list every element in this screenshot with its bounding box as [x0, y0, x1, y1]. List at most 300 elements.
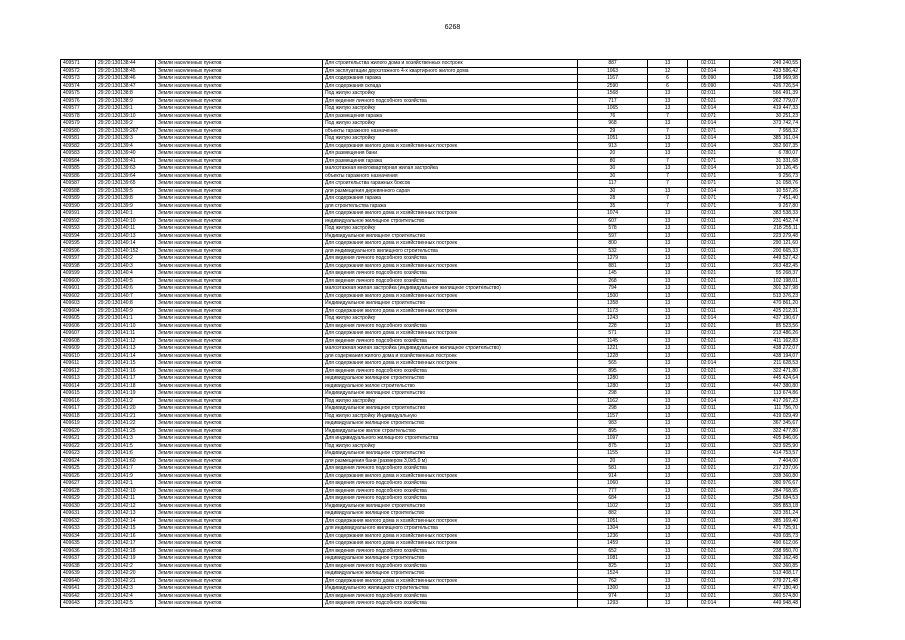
land-category-cell: Земли населенных пунктов	[156, 360, 323, 368]
cadastral-value-cell: 352 907,35	[730, 142, 801, 150]
area-cell: 298	[578, 405, 648, 413]
area-cell: 777	[578, 487, 648, 495]
table-row	[61, 592, 801, 600]
cadastral-number-cell: 29:20:130141:22	[96, 420, 156, 428]
cadastral-number-cell: 29:20:130141:16	[96, 367, 156, 375]
cadastral-number-cell: 29:20:130138:47	[96, 82, 156, 90]
table-row	[61, 285, 801, 293]
row-number-cell: 409591	[61, 210, 96, 218]
group-code-cell: 02:014	[688, 315, 730, 323]
cadastral-number-cell: 29:20:130139:9	[96, 202, 156, 210]
row-number-cell: 409577	[61, 105, 96, 113]
segment-cell: 13	[648, 225, 688, 233]
group-code-cell: 02:011	[688, 390, 730, 398]
table-row	[61, 352, 801, 360]
cadastral-number-cell: 29:20:130140:10	[96, 217, 156, 225]
permitted-use-cell: Индивидуальное жилищное строительство	[323, 232, 578, 240]
table-row	[61, 427, 801, 435]
permitted-use-cell: объекты гаражного назначения	[323, 127, 578, 135]
row-number-cell: 409642	[61, 592, 96, 600]
cadastral-value-cell: 279 271,48	[730, 577, 801, 585]
land-category-cell: Земли населенных пунктов	[156, 352, 323, 360]
segment-cell: 13	[648, 562, 688, 570]
row-number-cell: 409581	[61, 135, 96, 143]
table-row	[61, 240, 801, 248]
land-category-cell: Земли населенных пунктов	[156, 322, 323, 330]
row-number-cell: 409580	[61, 127, 96, 135]
table-row	[61, 345, 801, 353]
land-category-cell: Земли населенных пунктов	[156, 255, 323, 263]
row-number-cell: 409578	[61, 112, 96, 120]
group-code-cell: 02:011	[688, 382, 730, 390]
segment-cell: 13	[648, 270, 688, 278]
group-code-cell: 02:014	[688, 67, 730, 75]
row-number-cell: 409631	[61, 510, 96, 518]
table-row	[61, 367, 801, 375]
area-cell: 1051	[578, 517, 648, 525]
group-code-cell: 02:011	[688, 307, 730, 315]
cadastral-number-cell: 29:20:130139:5	[96, 187, 156, 195]
land-category-cell: Земли населенных пунктов	[156, 442, 323, 450]
segment-cell: 13	[648, 517, 688, 525]
group-code-cell: 02:011	[688, 570, 730, 578]
cadastral-value-cell: 477 180,40	[730, 585, 801, 593]
row-number-cell: 409596	[61, 247, 96, 255]
cadastral-number-cell: 29:20:130142:1	[96, 480, 156, 488]
cadastral-number-cell: 29:20:130142:2	[96, 562, 156, 570]
cadastral-number-cell: 29:20:130142:5	[96, 600, 156, 608]
table-row	[61, 375, 801, 383]
table-row	[61, 307, 801, 315]
segment-cell: 13	[648, 600, 688, 608]
area-cell: 29	[578, 127, 648, 135]
land-category-cell: Земли населенных пунктов	[156, 465, 323, 473]
segment-cell: 13	[648, 487, 688, 495]
cadastral-value-cell: 471 725,91	[730, 525, 801, 533]
group-code-cell: 02:011	[688, 472, 730, 480]
table-row	[61, 270, 801, 278]
row-number-cell: 409622	[61, 442, 96, 450]
permitted-use-cell: Под жилую застройку	[323, 442, 578, 450]
group-code-cell: 02:011	[688, 577, 730, 585]
segment-cell: 13	[648, 435, 688, 443]
table-row	[61, 150, 801, 158]
permitted-use-cell: Для содержания жилого дома и хозяйственных построек	[323, 532, 578, 540]
segment-cell: 13	[648, 90, 688, 98]
segment-cell: 13	[648, 247, 688, 255]
segment-cell: 13	[648, 315, 688, 323]
table-row	[61, 487, 801, 495]
cadastral-number-cell: 29:20:130141:17	[96, 375, 156, 383]
group-code-cell: 02:071	[688, 157, 730, 165]
row-number-cell: 409592	[61, 217, 96, 225]
table-row	[61, 480, 801, 488]
permitted-use-cell: Для ведения личного подсобного хозяйства	[323, 495, 578, 503]
group-code-cell: 02:011	[688, 502, 730, 510]
cadastral-number-cell: 29:20:130141:9	[96, 472, 156, 480]
table-row	[61, 210, 801, 218]
segment-cell: 13	[648, 570, 688, 578]
permitted-use-cell: Для содержания жилого дома и хозяйственных построек	[323, 472, 578, 480]
segment-cell: 13	[648, 300, 688, 308]
table-row	[61, 562, 801, 570]
permitted-use-cell: индивидуальное жилищное строительство	[323, 375, 578, 383]
cadastral-number-cell: 29:20:130142:3	[96, 585, 156, 593]
segment-cell: 7	[648, 112, 688, 120]
area-cell: 914	[578, 472, 648, 480]
segment-cell: 13	[648, 465, 688, 473]
permitted-use-cell: Для ведения личного подсобного хозяйства	[323, 465, 578, 473]
table-row	[61, 90, 801, 98]
group-code-cell: 02:011	[688, 525, 730, 533]
cadastral-number-cell: 29:20:130142:14	[96, 517, 156, 525]
table-row	[61, 337, 801, 345]
cadastral-number-cell: 29:20:130140:1	[96, 210, 156, 218]
cadastral-value-cell: 217 237,06	[730, 465, 801, 473]
cadastral-number-cell: 29:20:130138:9	[96, 97, 156, 105]
land-category-cell: Земли населенных пунктов	[156, 292, 323, 300]
group-code-cell: 02:011	[688, 232, 730, 240]
cadastral-number-cell: 29:20:130141:7	[96, 465, 156, 473]
cadastral-number-cell: 29:20:130141:3	[96, 435, 156, 443]
table-row	[61, 195, 801, 203]
permitted-use-cell: Под жилую застройку	[323, 225, 578, 233]
area-cell: 825	[578, 562, 648, 570]
group-code-cell: 02:014	[688, 165, 730, 173]
cadastral-value-cell: 323 351,24	[730, 510, 801, 518]
area-cell: 1063	[578, 67, 648, 75]
row-number-cell: 409621	[61, 435, 96, 443]
permitted-use-cell: Для содержания жилого дома и хозяйственных построек	[323, 210, 578, 218]
group-code-cell: 02:021	[688, 367, 730, 375]
segment-cell: 13	[648, 375, 688, 383]
group-code-cell: 02:021	[688, 547, 730, 555]
land-category-cell: Земли населенных пунктов	[156, 217, 323, 225]
cadastral-number-cell: 29:20:130139:63	[96, 165, 156, 173]
cadastral-value-cell: 380 976,67	[730, 480, 801, 488]
row-number-cell: 409624	[61, 457, 96, 465]
cadastral-number-cell: 29:20:130141:10	[96, 322, 156, 330]
land-category-cell: Земли населенных пунктов	[156, 97, 323, 105]
cadastral-value-cell: 437 190,67	[730, 315, 801, 323]
permitted-use-cell: Для ведения личного подсобного хозяйства	[323, 97, 578, 105]
land-category-cell: Земли населенных пунктов	[156, 405, 323, 413]
segment-cell: 13	[648, 255, 688, 263]
area-cell: 882	[578, 510, 648, 518]
segment-cell: 13	[648, 532, 688, 540]
segment-cell: 13	[648, 97, 688, 105]
segment-cell: 6	[648, 75, 688, 83]
row-number-cell: 409571	[61, 60, 96, 68]
cadastral-value-cell: 111 756,70	[730, 405, 801, 413]
row-number-cell: 409586	[61, 172, 96, 180]
land-category-cell: Земли населенных пунктов	[156, 390, 323, 398]
land-category-cell: Земли населенных пунктов	[156, 510, 323, 518]
table-row	[61, 105, 801, 113]
land-category-cell: Земли населенных пунктов	[156, 555, 323, 563]
permitted-use-cell: индивидуальное жилищное строительство	[323, 510, 578, 518]
group-code-cell: 02:014	[688, 600, 730, 608]
permitted-use-cell: Под жилую застройку	[323, 90, 578, 98]
area-cell: 1243	[578, 315, 648, 323]
area-cell: 895	[578, 427, 648, 435]
cadastral-value-cell: 102 198,01	[730, 277, 801, 285]
row-number-cell: 409589	[61, 195, 96, 203]
segment-cell: 13	[648, 592, 688, 600]
permitted-use-cell: Индивидуальное жилищное строительство	[323, 502, 578, 510]
permitted-use-cell: индивидуальное жилищное строительство	[323, 420, 578, 428]
cadastral-value-cell: 385 169,40	[730, 517, 801, 525]
land-category-cell: Земли населенных пунктов	[156, 480, 323, 488]
area-cell: 1293	[578, 600, 648, 608]
table-row	[61, 82, 801, 90]
cadastral-value-cell: 392 162,48	[730, 555, 801, 563]
segment-cell: 13	[648, 525, 688, 533]
cadastral-value-cell: 249 240,55	[730, 60, 801, 68]
cadastral-number-cell: 29:20:130140:14	[96, 240, 156, 248]
cadastral-value-cell: 30 251,23	[730, 112, 801, 120]
land-category-cell: Земли населенных пунктов	[156, 157, 323, 165]
cadastral-value-cell: 411 162,83	[730, 337, 801, 345]
segment-cell: 13	[648, 330, 688, 338]
cadastral-number-cell: 29:20:130141:21	[96, 412, 156, 420]
cadastral-value-cell: 218 255,11	[730, 225, 801, 233]
land-category-cell: Земли населенных пунктов	[156, 330, 323, 338]
table-row	[61, 412, 801, 420]
cadastral-number-cell: 29:20:130140:8	[96, 300, 156, 308]
land-category-cell: Земли населенных пунктов	[156, 210, 323, 218]
row-number-cell: 409597	[61, 255, 96, 263]
permitted-use-cell: Для строительства жилого дома и хозяйственных построек	[323, 60, 578, 68]
cadastral-number-cell: 29:20:130141:2	[96, 397, 156, 405]
permitted-use-cell: Для ведения личного подсобного хозяйства	[323, 600, 578, 608]
cadastral-value-cell: 449 948,48	[730, 600, 801, 608]
permitted-use-cell: Для ведения личного подсобного хозяйства	[323, 547, 578, 555]
permitted-use-cell: Индивидуальное жилое строительство	[323, 427, 578, 435]
segment-cell: 13	[648, 495, 688, 503]
segment-cell: 7	[648, 127, 688, 135]
permitted-use-cell: индивидуальное жилое строительство	[323, 382, 578, 390]
cadastral-value-cell: 417 267,23	[730, 397, 801, 405]
cadastral-value-cell: 367 345,67	[730, 420, 801, 428]
permitted-use-cell: Для ведения личного подсобного хозяйства	[323, 487, 578, 495]
cadastral-number-cell: 29:20:130140:2	[96, 255, 156, 263]
cadastral-number-cell: 29:20:130142:16	[96, 532, 156, 540]
permitted-use-cell: Для размещения гаража	[323, 112, 578, 120]
table-row	[61, 180, 801, 188]
area-cell: 2590	[578, 82, 648, 90]
group-code-cell: 02:011	[688, 90, 730, 98]
cadastral-value-cell: 231 452,74	[730, 217, 801, 225]
row-number-cell: 409572	[61, 67, 96, 75]
cadastral-value-cell: 31 331,68	[730, 157, 801, 165]
permitted-use-cell: Для содержания жилого дома и хозяйственных построек	[323, 262, 578, 270]
segment-cell: 13	[648, 352, 688, 360]
land-category-cell: Земли населенных пунктов	[156, 592, 323, 600]
cadastral-number-cell: 29:20:130140:9	[96, 307, 156, 315]
cadastral-value-cell: 223 279,48	[730, 232, 801, 240]
cadastral-value-cell: 360 574,80	[730, 592, 801, 600]
segment-cell: 13	[648, 240, 688, 248]
group-code-cell: 02:011	[688, 540, 730, 548]
segment-cell: 12	[648, 67, 688, 75]
cadastral-value-cell: 113 674,86	[730, 390, 801, 398]
group-code-cell: 02:021	[688, 487, 730, 495]
cadastral-number-cell: 29:20:130140:4	[96, 270, 156, 278]
segment-cell: 13	[648, 165, 688, 173]
cadastral-value-cell: 301 327,98	[730, 285, 801, 293]
row-number-cell: 409626	[61, 472, 96, 480]
table-row	[61, 547, 801, 555]
permitted-use-cell: Для содержания жилого дома и хозяйственных построек	[323, 360, 578, 368]
table-row	[61, 202, 801, 210]
table-row	[61, 540, 801, 548]
area-cell: 1173	[578, 307, 648, 315]
permitted-use-cell: Для строительства гаражных боксов	[323, 180, 578, 188]
cadastral-number-cell: 29:20:130140:152	[96, 247, 156, 255]
cadastral-value-cell: 383 538,33	[730, 210, 801, 218]
permitted-use-cell: Для содержания гаража	[323, 75, 578, 83]
cadastral-value-cell: 198 969,98	[730, 75, 801, 83]
segment-cell: 13	[648, 120, 688, 128]
area-cell: 1300	[578, 585, 648, 593]
table-row	[61, 247, 801, 255]
land-category-cell: Земли населенных пунктов	[156, 547, 323, 555]
area-cell: 228	[578, 322, 648, 330]
row-number-cell: 409606	[61, 322, 96, 330]
cadastral-value-cell: 490 612,06	[730, 540, 801, 548]
cadastral-value-cell: 200 665,33	[730, 247, 801, 255]
cadastral-value-cell: 439 035,73	[730, 532, 801, 540]
segment-cell: 7	[648, 180, 688, 188]
permitted-use-cell: объекты гаражного назначения	[323, 172, 578, 180]
table-row	[61, 127, 801, 135]
row-number-cell: 409625	[61, 465, 96, 473]
cadastral-number-cell: 29:20:130139:1	[96, 105, 156, 113]
cadastral-value-cell: 250 684,53	[730, 495, 801, 503]
area-cell: 684	[578, 495, 648, 503]
area-cell: 1221	[578, 345, 648, 353]
segment-cell: 13	[648, 210, 688, 218]
row-number-cell: 409628	[61, 487, 96, 495]
table-row	[61, 435, 801, 443]
group-code-cell: 02:014	[688, 105, 730, 113]
permitted-use-cell: малоэтажная жилая застройка (индивидуальное жилищное строительство)	[323, 345, 578, 353]
land-category-cell: Земли населенных пунктов	[156, 120, 323, 128]
group-code-cell: 02:011	[688, 60, 730, 68]
land-category-cell: Земли населенных пунктов	[156, 382, 323, 390]
area-cell: 652	[578, 547, 648, 555]
area-cell: 30	[578, 187, 648, 195]
land-category-cell: Земли населенных пунктов	[156, 315, 323, 323]
permitted-use-cell: для содержания жилого дома и хозяйственных построек	[323, 352, 578, 360]
group-code-cell: 02:071	[688, 112, 730, 120]
permitted-use-cell: малоэтажная многоквартирная жилая застройка	[323, 165, 578, 173]
table-row	[61, 142, 801, 150]
row-number-cell: 409603	[61, 300, 96, 308]
segment-cell: 13	[648, 382, 688, 390]
cadastral-value-cell: 263 482,45	[730, 262, 801, 270]
cadastral-number-cell: 29:20:130141:60	[96, 457, 156, 465]
row-number-cell: 409616	[61, 397, 96, 405]
cadastral-number-cell: 29:20:130141:12	[96, 337, 156, 345]
row-number-cell: 409627	[61, 480, 96, 488]
cadastral-value-cell: 405 846,06	[730, 435, 801, 443]
cadastral-value-cell: 419 447,33	[730, 105, 801, 113]
cadastral-number-cell: 29:20:130141:1	[96, 315, 156, 323]
cadastral-value-cell: 262 779,07	[730, 97, 801, 105]
permitted-use-cell: Для содержания жилого дома и хозяйственных построек	[323, 292, 578, 300]
area-cell: 1280	[578, 382, 648, 390]
cadastral-number-cell: 29:20:130141:25	[96, 427, 156, 435]
row-number-cell: 409620	[61, 427, 96, 435]
segment-cell: 13	[648, 397, 688, 405]
area-cell: 298	[578, 390, 648, 398]
group-code-cell: 02:021	[688, 97, 730, 105]
cadastral-number-cell: 29:20:130139:8	[96, 195, 156, 203]
row-number-cell: 409601	[61, 285, 96, 293]
segment-cell: 13	[648, 420, 688, 428]
group-code-cell: 02:011	[688, 427, 730, 435]
permitted-use-cell: Для содержания жилого дома и хозяйственных построек	[323, 240, 578, 248]
group-code-cell: 02:021	[688, 322, 730, 330]
permitted-use-cell: для размещения бани (размером 3,0х5,0 м)	[323, 457, 578, 465]
cadastral-number-cell: 29:20:130140:5	[96, 277, 156, 285]
permitted-use-cell: Для размещения бани	[323, 150, 578, 158]
area-cell: 1167	[578, 75, 648, 83]
segment-cell: 13	[648, 360, 688, 368]
area-cell: 581	[578, 465, 648, 473]
cadastral-number-cell: 29:20:130140:3	[96, 262, 156, 270]
group-code-cell: 02:071	[688, 127, 730, 135]
cadastral-value-cell: 302 360,85	[730, 562, 801, 570]
segment-cell: 7	[648, 157, 688, 165]
page-number: 6268	[444, 24, 461, 31]
cadastral-value-cell: 7 958,32	[730, 127, 801, 135]
cadastral-number-cell: 29:20:130142:19	[96, 555, 156, 563]
cadastral-value-cell: 290 121,60	[730, 240, 801, 248]
group-code-cell: 02:011	[688, 247, 730, 255]
area-cell: 1051	[578, 135, 648, 143]
group-code-cell: 02:011	[688, 217, 730, 225]
table-row	[61, 157, 801, 165]
table-row	[61, 330, 801, 338]
group-code-cell: 02:021	[688, 592, 730, 600]
cadastral-number-cell: 29:20:130139:40	[96, 150, 156, 158]
row-number-cell: 409615	[61, 390, 96, 398]
area-cell: 1459	[578, 540, 648, 548]
row-number-cell: 409588	[61, 187, 96, 195]
row-number-cell: 409618	[61, 412, 96, 420]
area-cell: 1162	[578, 397, 648, 405]
group-code-cell: 02:011	[688, 225, 730, 233]
permitted-use-cell: для строительства гаража	[323, 202, 578, 210]
area-cell: 145	[578, 270, 648, 278]
group-code-cell: 02:011	[688, 517, 730, 525]
cadastral-value-cell: 322 477,80	[730, 427, 801, 435]
segment-cell: 13	[648, 187, 688, 195]
land-category-cell: Земли населенных пунктов	[156, 262, 323, 270]
permitted-use-cell: Для содержания жилого дома и хозяйственных построек	[323, 577, 578, 585]
segment-cell: 6	[648, 82, 688, 90]
permitted-use-cell: Для содержания жилого дома и хозяйственных построек	[323, 142, 578, 150]
cadastral-number-cell: 29:20:130142:4	[96, 592, 156, 600]
table-row	[61, 532, 801, 540]
table-row	[61, 442, 801, 450]
land-category-cell: Земли населенных пунктов	[156, 487, 323, 495]
row-number-cell: 409610	[61, 352, 96, 360]
cadastral-number-cell: 29:20:130140:6	[96, 285, 156, 293]
